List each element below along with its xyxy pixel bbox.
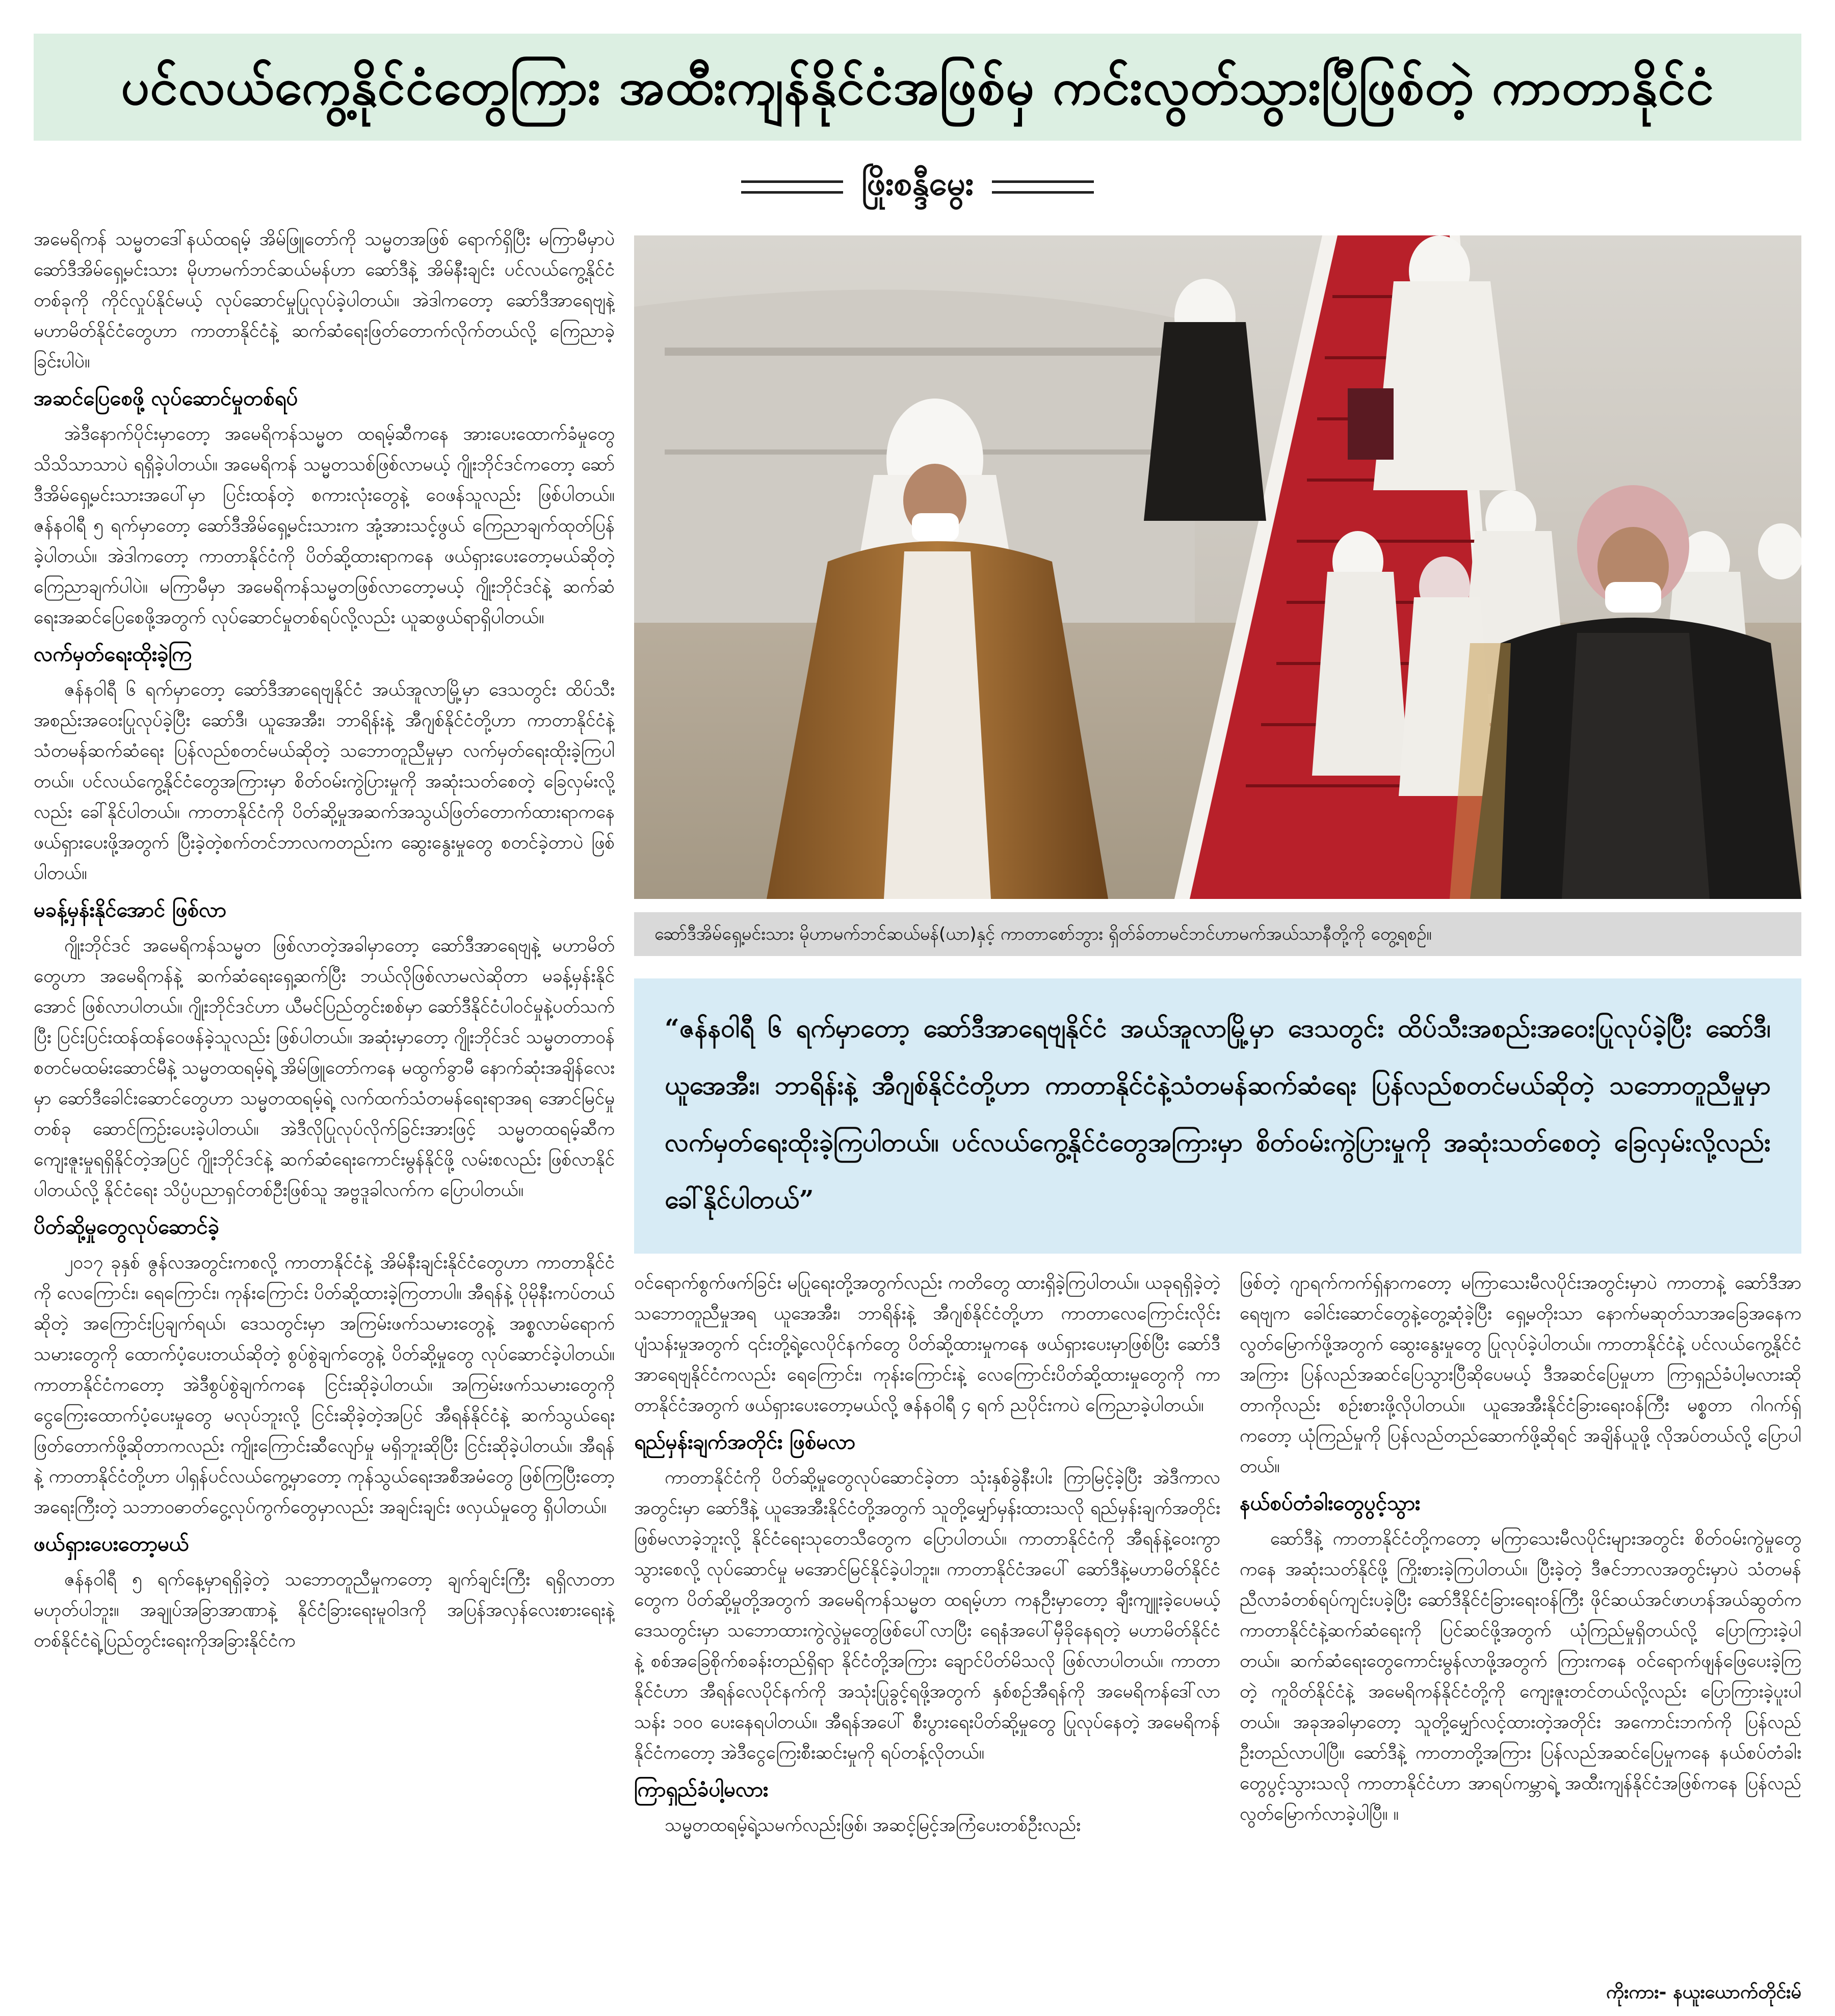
body-paragraph: ဇန်နဝါရီ ၅ ရက်နေ့မှာရရှိခဲ့တဲ့ သဘောတူညီမှုကတော့ ချက်ချင်းကြီး ရရှိလာတာ မဟုတ်ပါဘူး။ အချုပ်အခြာအာဏာနဲ့ နိုင်ငံခြားရေးမူဝါဒကို အပြန်အလှန်လေးစားရေးနဲ့ တစ်နိုင်ငံရဲ့ပြည်တွင်းရေးကိုအခြားနိုင်ငံက bbox=[34, 1570, 615, 1651]
body-paragraph: ဆော်ဒီနဲ့ ကာတာနိုင်ငံတို့ကတော့ မကြာသေးမီလပိုင်းများအတွင်း စိတ်ဝမ်းကွဲမှုတွေကနေ အဆုံးသတ်နိုင်ဖို့ ကြိုးစားခဲ့ကြပါတယ်။ ပြီးခဲ့တဲ့ ဒီဇင်ဘာလအတွင်းမှာပဲ သံတမန်ညီလာခံတစ်ရပ်ကျင်းပခဲ့ပြီး ဆော်ဒီနိုင်ငံခြားရေးဝန်ကြီး ဖိုင်ဆယ်အင်ဖာဟန်အယ်ဆွတ်က ကာတာနိုင်ငံနဲ့ဆက်ဆံရေးကို ပြင်ဆင်ဖို့အတွက် ယုံကြည်မှုရှိတယ်လို့ ပြောကြားခဲ့ပါတယ်။ ဆက်ဆံရေးတွေကောင်းမွန်လာဖို့အတွက် ကြားကနေ ဝင်ရောက်ဖျန်ဖြေပေးခဲ့ကြတဲ့ ကူဝိတ်နိုင်ငံနဲ့ အမေရိကန်နိုင်ငံတို့ကို ကျေးဇူးတင်တယ်လို့လည်း ပြောကြားခဲ့ပူးပါတယ်။ အခုအခါမှာတော့ သူတို့မျှော်လင့်ထားတဲ့အတိုင်း အကောင်းဘက်ကို ပြန်လည်ဦးတည်လာပါပြီ။ ဆော်ဒီနဲ့ ကာတာတို့အကြား ပြန်လည်အဆင်ပြေမှုကနေ နယ်စပ်တံခါးတွေပွင့်သွားသလို ကာတာနိုင်ငံဟာ အာရပ်ကမ္ဘာရဲ့ အထီးကျန်နိုင်ငံအဖြစ်ကနေ ပြန်လည်လွတ်မြောက်လာခဲ့ပါပြီ။ ။ bbox=[1240, 1529, 1801, 1824]
section-heading: ပိတ်ဆို့မှုတွေလုပ်ဆောင်ခဲ့ bbox=[34, 1215, 220, 1239]
byline-rule-right bbox=[992, 180, 1094, 194]
section-heading: လက်မှတ်ရေးထိုးခဲ့ကြ bbox=[34, 643, 192, 666]
body-paragraph: အဲဒီနောက်ပိုင်းမှာတော့ အမေရိကန်သမ္မတ ထရမ့်ဆီကနေ အားပေးထောက်ခံမှုတွေ သိသိသာသာပဲ ရရှိခဲ့ပါတယ်။ အမေရိကန် သမ္မတသစ်ဖြစ်လာမယ့် ဂျိုးဘိုင်ဒင်ကတော့ ဆော်ဒီအိမ်ရှေ့မင်းသားအပေါ်မှာ ပြင်းထန်တဲ့ စကားလုံးတွေနဲ့ ဝေဖန်သူလည်း ဖြစ်ပါတယ်။ ဇန်နဝါရီ ၅ ရက်မှာတော့ ဆော်ဒီအိမ်ရှေ့မင်းသားက အုံ့အားသင့်ဖွယ် ကြေညာချက်ထုတ်ပြန်ခဲ့ပါတယ်။ အဲဒါကတော့ ကာတာနိုင်ငံကို ပိတ်ဆို့ထားရာကနေ ဖယ်ရှားပေးတော့မယ်ဆိုတဲ့ ကြေညာချက်ပါပဲ။ မကြာမီမှာ အမေရိကန်သမ္မတဖြစ်လာတော့မယ့် ဂျိုးဘိုင်ဒင်နဲ့ ဆက်ဆံရေးအဆင်ပြေစေဖို့အတွက် လုပ်ဆောင်မှုတစ်ရပ်လို့လည်း ယူဆဖွယ်ရာရှိပါတယ်။ bbox=[34, 424, 615, 628]
section-heading: နယ်စပ်တံခါးတွေပွင့်သွား bbox=[1240, 1492, 1421, 1515]
body-paragraph: ဖြစ်တဲ့ ဂျာရက်ကက်ရှ်နာကတော့ မကြာသေးမီလပိုင်းအတွင်းမှာပဲ ကာတာနဲ့ ဆော်ဒီအာရေဗျက ခေါင်းဆောင်တွေနဲ့တွေ့ဆုံခဲ့ပြီး ရှေ့မတိုးသာ နောက်မဆုတ်သာအခြေအနေက လွတ်မြောက်ဖို့အတွက် ဆွေးနွေးမှုတွေ ပြုလုပ်ခဲ့ပါတယ်။ ကာတာနိုင်ငံနဲ့ ပင်လယ်ကွေ့နိုင်ငံအကြား ပြန်လည်အဆင်ပြေသွားပြီဆိုပေမယ့် ဒီအဆင်ပြေမှုဟာ ကြာရှည်ခံပါ့မလားဆိုတာကိုလည်း စဉ်းစားဖို့လိုပါတယ်။ ယူအေအီးနိုင်ငံခြားရေးဝန်ကြီး မစ္စတာ ဂါဂက်ရှ်ကတော့ ယုံကြည်မှုကို ပြန်လည်တည်ဆောက်ဖို့ဆိုရင် အချိန်ယူဖို့ လိုအပ်တယ်လို့ ပြောပါတယ်။ bbox=[1240, 1273, 1801, 1477]
body-paragraph: ဝင်ရောက်စွက်ဖက်ခြင်း မပြုရေးတို့အတွက်လည်း ကတိတွေ ထားရှိခဲ့ကြပါတယ်။ ယခုရရှိခဲ့တဲ့ သဘောတူညီမှုအရ ယူအေအီး၊ ဘာရိန်းနဲ့ အီဂျစ်နိုင်ငံတို့ဟာ ကာတာလေကြောင်းလိုင်း ပျံသန်းမှုအတွက် ၎င်းတို့ရဲ့လေပိုင်နက်တွေ ပိတ်ဆို့ထားမှုကနေ ဖယ်ရှားပေးမှာဖြစ်ပြီး ဆော်ဒီအာရေဗျနိုင်ငံကလည်း ရေကြောင်း၊ ကုန်းကြောင်းနဲ့ လေကြောင်းပိတ်ဆို့ထားမှုတွေကို ကာတာနိုင်ငံအတွက် ဖယ်ရှားပေးတော့မယ်လို့ ဇန်နဝါရီ ၄ ရက် ညပိုင်းကပဲ ကြေညာခဲ့ပါတယ်။ bbox=[634, 1273, 1220, 1416]
middle-column bbox=[634, 1268, 1220, 1981]
news-photo-illustration bbox=[634, 235, 1801, 899]
headline-banner bbox=[34, 34, 1801, 141]
right-column bbox=[1240, 1268, 1801, 1981]
body-paragraph: သမ္မတထရမ့်ရဲ့သမက်လည်းဖြစ်၊ အဆင့်မြင့်အကြံပေးတစ်ဦးလည်း bbox=[665, 1815, 1081, 1836]
news-photo bbox=[634, 235, 1801, 899]
quote-close-mark: ” bbox=[799, 1184, 814, 1214]
body-paragraph: ဂျိုးဘိုင်ဒင် အမေရိကန်သမ္မတ ဖြစ်လာတဲ့အခါမှာတော့ ဆော်ဒီအာရေဗျနဲ့ မဟာမိတ်တွေဟာ အမေရိကန်နဲ့ ဆက်ဆံရေးရှေ့ဆက်ပြီး ဘယ်လိုဖြစ်လာမလဲဆိုတာ မခန့်မှန်းနိုင်အောင် ဖြစ်လာပါတယ်။ ဂျိုးဘိုင်ဒင်ဟာ ယီမင်ပြည်တွင်းစစ်မှာ ဆော်ဒီနိုင်ငံပါဝင်မှုနဲ့ပတ်သက်ပြီး ပြင်းပြင်းထန်ထန်ဝေဖန်ခဲ့သူလည်း ဖြစ်ပါတယ်။ အဆုံးမှာတော့ ဂျိုးဘိုင်ဒင် သမ္မတတာဝန် စတင်မထမ်းဆောင်မီနဲ့ သမ္မတထရမ့်ရဲ့ အိမ်ဖြူတော်ကနေ မထွက်ခွာမီ နောက်ဆုံးအချိန်လေးမှာ ဆော်ဒီခေါင်းဆောင်တွေဟာ သမ္မတထရမ့်ရဲ့ လက်ထက်သံတမန်ရေးရာအရ အောင်မြင်မှုတစ်ခု ဆောင်ကြဉ်းပေးခဲ့ပါတယ်။ အဲဒီလိုပြုလုပ်လိုက်ခြင်းအားဖြင့် သမ္မတထရမ့်ဆီက ကျေးဇူးမှုရရှိနိုင်တဲ့အပြင် ဂျိုးဘိုင်ဒင်နဲ့ ဆက်ဆံရေးကောင်းမွန်နိုင်ဖို့ လမ်းစလည်း ဖြစ်လာနိုင်ပါတယ်လို့ နိုင်ငံရေး သိပ္ပံပညာရှင်တစ်ဦးဖြစ်သူ အဗ္ဗဒူခါလက်က ပြောပါတယ်။ bbox=[34, 936, 615, 1201]
section-heading: မခန့်မှန်းနိုင်အောင် ဖြစ်လာ bbox=[34, 898, 227, 922]
body-paragraph: ၂၀၁၇ ခုနှစ် ဇွန်လအတွင်းကစလို့ ကာတာနိုင်ငံနဲ့ အိမ်နီးချင်းနိုင်ငံတွေဟာ ကာတာနိုင်ငံကို လေကြောင်း၊ ရေကြောင်း၊ ကုန်းကြောင်း ပိတ်ဆို့ထားခဲ့ကြတာပါ။ အီရန်နဲ့ ပိုမိုနီးကပ်တယ်ဆိုတဲ့ အကြောင်းပြချက်ရယ်၊ ဒေသတွင်းမှာ အကြမ်းဖက်သမားတွေနဲ့ အစ္စလာမ်ရောက်သမားတွေကို ထောက်ပံ့ပေးတယ်ဆိုတဲ့ စွပ်စွဲချက်တွေနဲ့ ပိတ်ဆို့မှုတွေ လုပ်ဆောင်ခဲ့ပါတယ်။ ကာတာနိုင်ငံကတော့ အဲဒီစွပ်စွဲချက်ကနေ ငြင်းဆိုခဲ့ပါတယ်။ အကြမ်းဖက်သမားတွေကို ငွေကြေးထောက်ပံ့ပေးမှုတွေ မလုပ်ဘူးလို့ ငြင်းဆိုခဲ့တဲ့အပြင် အီရန်နိုင်ငံနဲ့ ဆက်သွယ်ရေးဖြတ်တောက်ဖို့ဆိုတာကလည်း ကျိုးကြောင်းဆီလျော်မှု မရှိဘူးဆိုပြီး ငြင်းဆိုခဲ့ပါတယ်။ အီရန်နဲ့ ကာတာနိုင်ငံတို့ဟာ ပါရှန်ပင်လယ်ကွေ့မှာတော့ ကုန်သွယ်ရေးအစီအမံတွေ ဖြစ်ကြပြီးတော့ အရေးကြီးတဲ့ သဘာဝဓာတ်ငွေ့လုပ်ကွက်တွေမှာလည်း အချင်းချင်း ဖလှယ်မှုတွေ ရှိပါတယ်။ bbox=[34, 1253, 615, 1518]
pull-quote-text bbox=[665, 1000, 1771, 1228]
body-paragraph: ကာတာနိုင်ငံကို ပိတ်ဆို့မှုတွေလုပ်ဆောင်ခဲ့တာ သုံးနှစ်ခွဲနီးပါး ကြာမြင့်ခဲ့ပြီး အဲဒီကာလအတွင်းမှာ ဆော်ဒီနဲ့ ယူအေအီးနိုင်ငံတို့အတွက် သူတို့မျှော်မှန်းထားသလို ရည်မှန်းချက်အတိုင်း ဖြစ်မလာခဲ့ဘူးလို့ နိုင်ငံရေးသုတေသီတွေက ပြောပါတယ်။ ကာတာနိုင်ငံကို အီရန်နဲ့ဝေးကွာသွားစေလို့ လုပ်ဆောင်မှု မအောင်မြင်နိုင်ခဲ့ပါဘူး။ ကာတာနိုင်ငံအပေါ် ဆော်ဒီနဲ့မဟာမိတ်နိုင်ငံတွေက ပိတ်ဆို့မှုတို့အတွက် အမေရိကန်သမ္မတ ထရမ့်ဟာ ကနဦးမှာတော့ ချီးကျူးခဲ့ပေမယ့် ဒေသတွင်းမှာ သဘောထားကွဲလွဲမှုတွေဖြစ်ပေါ်လာပြီး ရေနံအပေါ်မှီခိုနေရတဲ့ မဟာမိတ်နိုင်ငံနဲ့ စစ်အခြေစိုက်စခန်းတည်ရှိရာ နိုင်ငံတို့အကြား ချောင်ပိတ်မိသလို ဖြစ်လာပါတယ်။ ကာတာနိုင်ငံဟာ အီရန်လေပိုင်နက်ကို အသုံးပြုခွင့်ရဖို့အတွက် နှစ်စဉ်အီရန်ကို အမေရိကန်ဒေါ်လာ သန်း ၁၀၀ ပေးနေရပါတယ်။ အီရန်အပေါ် စီးပွားရေးပိတ်ဆို့မှုတွေ ပြုလုပ်နေတဲ့ အမေရိကန်နိုင်ငံကတော့ အဲဒီငွေကြေးစီးဆင်းမှုကို ရပ်တန့်လိုတယ်။ bbox=[634, 1468, 1220, 1763]
source-credit: ကိုးကား- နယူးယောက်တိုင်းမ် bbox=[1606, 1982, 1801, 2003]
section-heading: ဖယ်ရှားပေးတော့မယ် bbox=[34, 1532, 189, 1556]
pull-quote-body: ဇန်နဝါရီ ၆ ရက်မှာတော့ ဆော်ဒီအာရေဗျနိုင်ငံ အယ်အူလာမြို့မှာ ဒေသတွင်း ထိပ်သီးအစည်းအဝေးပြုလုပ်ခဲ့ပြီး ဆော်ဒီ၊ ယူအေအီး၊ ဘာရိန်းနဲ့ အီဂျစ်နိုင်ငံတို့ဟာ ကာတာနိုင်ငံနဲ့သံတမန်ဆက်ဆံရေး ပြန်လည်စတင်မယ်ဆိုတဲ့ သဘောတူညီမှုမှာ လက်မှတ်ရေးထိုးခဲ့ကြပါတယ်။ ပင်လယ်ကွေ့နိုင်ငံတွေအကြားမှာ စိတ်ဝမ်းကွဲပြားမှုကို အဆုံးသတ်စေတဲ့ ခြေလှမ်းလို့လည်း ခေါ်နိုင်ပါတယ် bbox=[665, 1014, 1771, 1214]
byline-author: ဖြိုးစန္ဒီမွေး bbox=[861, 165, 974, 203]
pull-quote bbox=[634, 978, 1801, 1254]
section-heading: ရည်မှန်းချက်အတိုင်း ဖြစ်မလာ bbox=[634, 1430, 856, 1454]
body-paragraph: ဇန်နဝါရီ ၆ ရက်မှာတော့ ဆော်ဒီအာရေဗျနိုင်ငံ အယ်အူလာမြို့မှာ ဒေသတွင်း ထိပ်သီးအစည်းအဝေးပြုလုပ်ခဲ့ပြီး ဆော်ဒီ၊ ယူအေအီး၊ ဘာရိန်းနဲ့ အီဂျစ်နိုင်ငံတို့ဟာ ကာတာနိုင်ငံနဲ့သံတမန်ဆက်ဆံရေး ပြန်လည်စတင်မယ်ဆိုတဲ့ သဘောတူညီမှုမှာ လက်မှတ်ရေးထိုးခဲ့ကြပါတယ်။ ပင်လယ်ကွေ့နိုင်ငံတွေအကြားမှာ စိတ်ဝမ်းကွဲပြားမှုကို အဆုံးသတ်စေတဲ့ ခြေလှမ်းလို့လည်း ခေါ်နိုင်ပါတယ်။ ကာတာနိုင်ငံကို ပိတ်ဆို့မှုအဆက်အသွယ်ဖြတ်တောက်ထားရာကနေ ဖယ်ရှားပေးဖို့အတွက် ပြီးခဲ့တဲ့စက်တင်ဘာလကတည်းက ဆွေးနွေးမှုတွေ စတင်ခဲ့တာပဲ ဖြစ်ပါတယ်။ bbox=[34, 680, 615, 884]
left-column bbox=[34, 224, 615, 1977]
article-headline: ပင်လယ်ကွေ့နိုင်ငံတွေကြား အထီးကျန်နိုင်ငံအဖြစ်မှ ကင်းလွတ်သွားပြီဖြစ်တဲ့ ကာတာနိုင်ငံ bbox=[121, 58, 1714, 116]
byline-row bbox=[703, 159, 1132, 215]
section-heading: ကြာရှည်ခံပါ့မလား bbox=[634, 1778, 769, 1801]
body-paragraph: အမေရိကန် သမ္မတဒေါ်နယ်ထရမ့် အိမ်ဖြူတော်ကို သမ္မတအဖြစ် ရောက်ရှိပြီး မကြာမီမှာပဲ ဆော်ဒီအိမ်ရှေ့မင်းသား မိုဟာမက်ဘင်ဆယ်မန်ဟာ ဆော်ဒီနဲ့ အိမ်နီးချင်း ပင်လယ်ကွေ့နိုင်ငံတစ်ခုကို ကိုင်လှုပ်နိုင်မယ့် လုပ်ဆောင်မှုပြုလုပ်ခဲ့ပါတယ်။ အဲဒါကတော့ ဆော်ဒီအာရေဗျနဲ့ မဟာမိတ်နိုင်ငံတွေဟာ ကာတာနိုင်ငံနဲ့ ဆက်ဆံရေးဖြတ်တောက်လိုက်တယ်လို့ ကြေညာခဲ့ခြင်းပါပဲ။ bbox=[34, 229, 615, 372]
byline-rule-left bbox=[741, 180, 843, 194]
photo-caption: ဆော်ဒီအိမ်ရှေ့မင်းသား မိုဟာမက်ဘင်ဆယ်မန်(ယာ)နှင့် ကာတာစော်ဘွား ရှိတ်ခ်တာမင်ဘင်ဟာမက်အယ်သာနီတို့ကို တွေ့ရစဉ်။ bbox=[634, 912, 1801, 956]
quote-open-mark: “ bbox=[665, 1013, 679, 1043]
section-heading: အဆင်ပြေစေဖို့ လုပ်ဆောင်မှုတစ်ရပ် bbox=[34, 387, 298, 410]
